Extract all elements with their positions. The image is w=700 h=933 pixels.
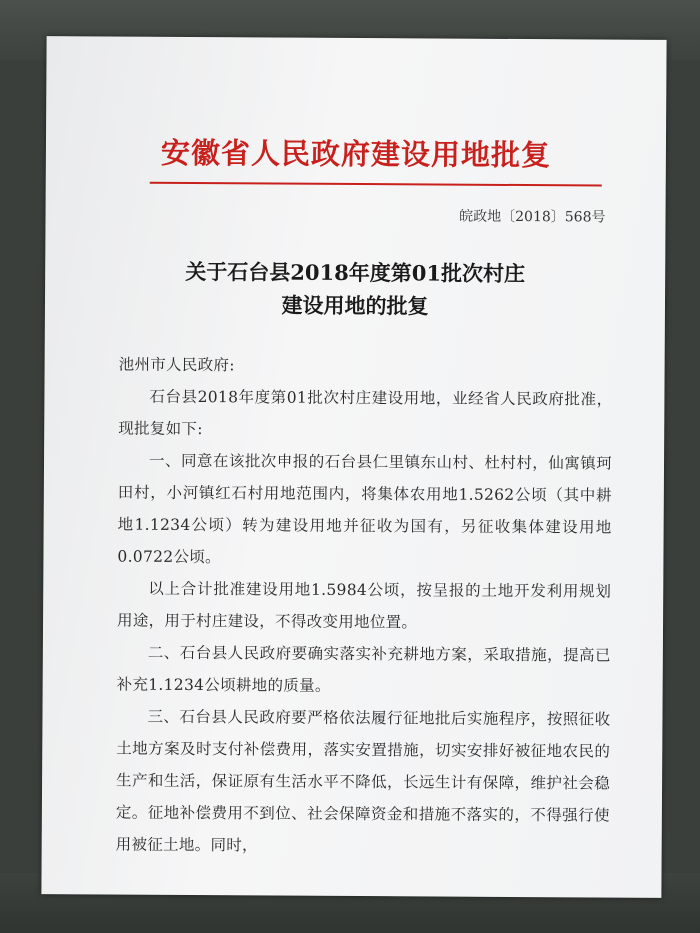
paragraph: 以上合计批准建设用地1.5984公顷，按呈报的土地开发利用规划用途，用于村庄建设，不得改变用地位置。 bbox=[117, 579, 612, 632]
document-body bbox=[116, 349, 613, 864]
paragraph: 三、石台县人民政府要严格依法履行征地批后实施程序，按照征收土地方案及时支付补偿费用，落实安置措施，切实安排好被征地农民的生产和生活，保证原有生活水平不降低，长远生计有保障，维护社会稳定。征地补偿费用不到位、社会保障资金和措施不落实的，不得强行使用被征土地。同时， bbox=[115, 707, 611, 855]
paragraph: 二、石台县人民政府要确实落实补充耕地方案，采取措施，提高已补充1.1234公顷耕地的质量。 bbox=[116, 643, 611, 695]
paragraph: 石台县2018年度第01批次村庄建设用地，业经省人民政府批准，现批复如下: bbox=[118, 387, 613, 439]
document-number: 皖政地〔2018〕568号 bbox=[459, 208, 606, 226]
document-title-line-1: 关于石台县2018年度第01批次村庄 bbox=[185, 258, 526, 287]
document-title bbox=[45, 254, 665, 324]
header-red-divider bbox=[150, 182, 602, 187]
document-title-line-2: 建设用地的批复 bbox=[281, 292, 429, 319]
header-title: 安徽省人民政府建设用地批复 bbox=[160, 135, 552, 173]
paragraph: 一、同意在该批次申报的石台县仁里镇东山村、杜村村，仙寓镇珂田村，小河镇红石村用地范围内，将集体农用地1.5262公顷（其中耕地1.1234公顷）转为建设用地并征收为国有，另征收集体建设用地0.0722公顷。 bbox=[117, 451, 613, 567]
document-sheet bbox=[41, 36, 666, 898]
salutation: 池州市人民政府: bbox=[118, 355, 235, 375]
